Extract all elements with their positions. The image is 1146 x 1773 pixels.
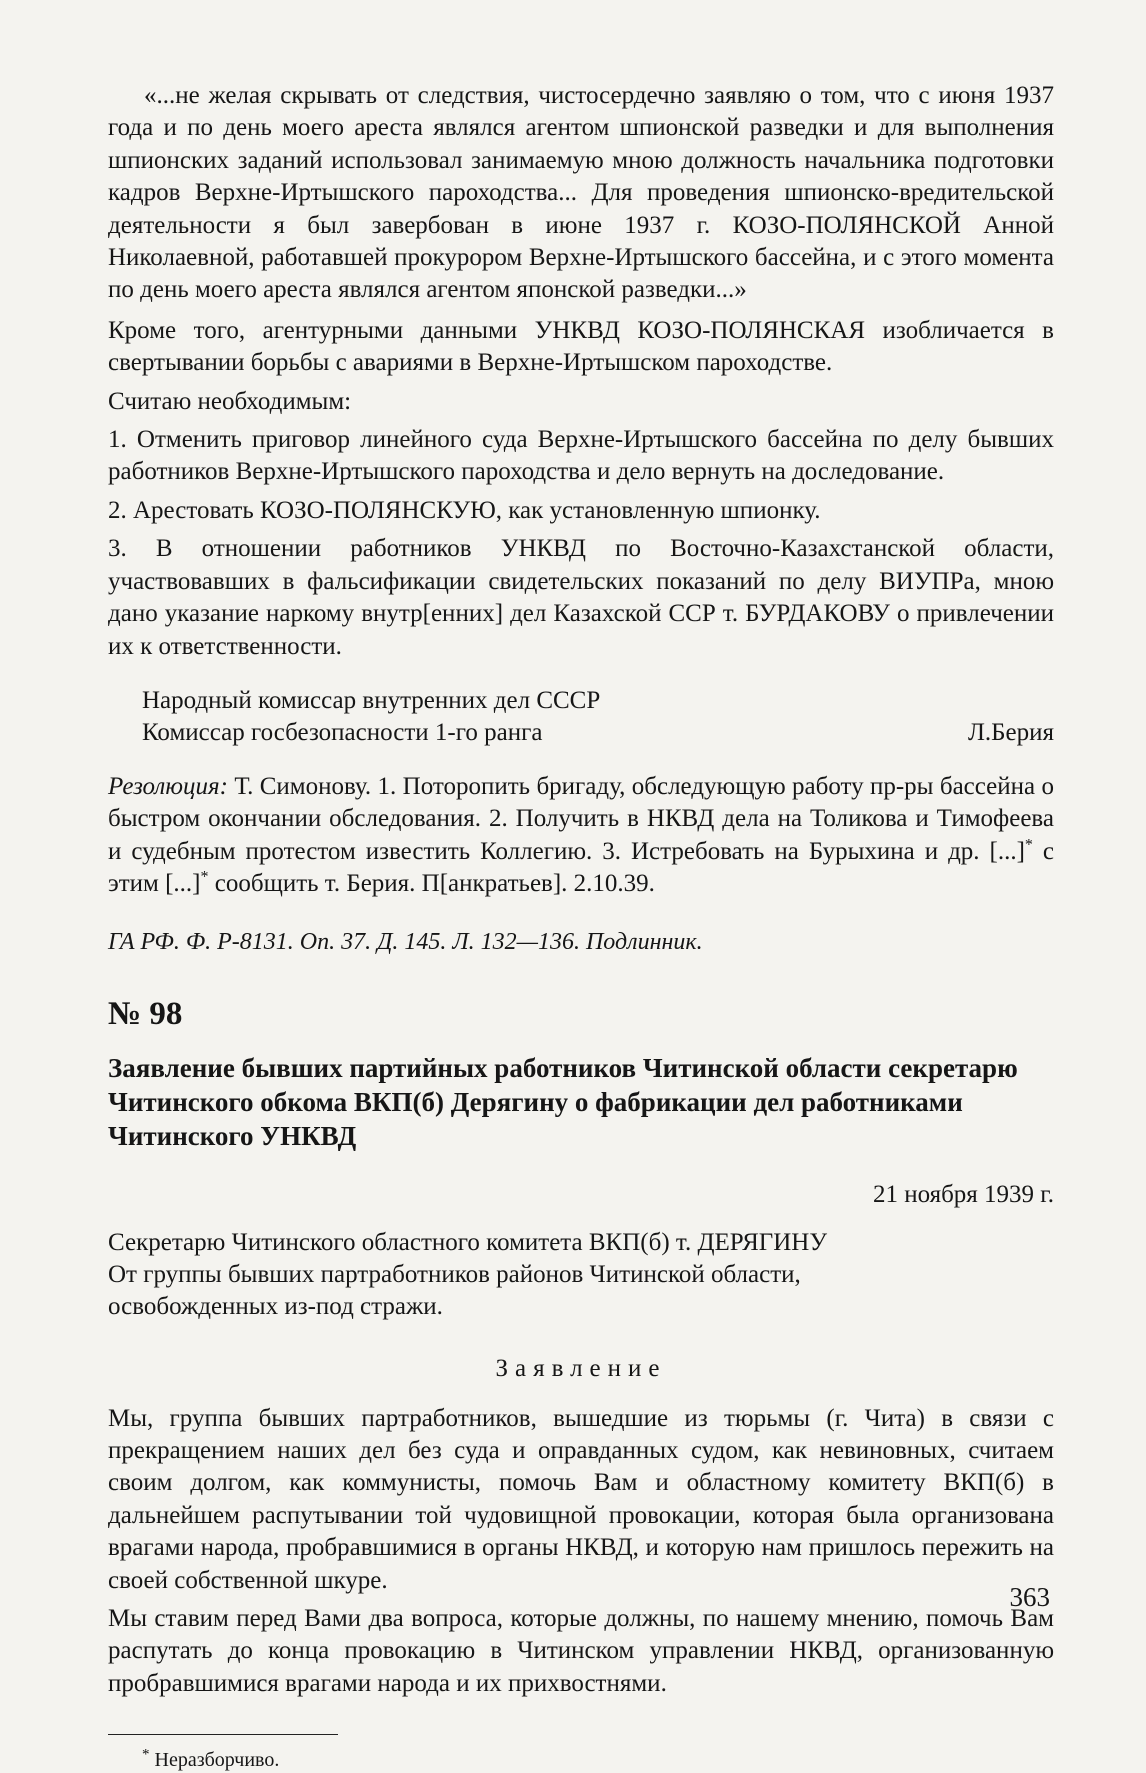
list-item-1: 1. Отменить приговор линейного суда Верхне-Иртышского бассейна по делу бывших работников Верхне-Иртышского пароходства и дело вернуть на доследование. [108,426,1054,486]
body-paragraph-2: Мы ставим перед Вами два вопроса, которые должны, по нашему мнению, помочь Вам распутать до конца провокацию в Читинском управлении НКВД, организованную пробравшимися врагами народа и их прихвостнями. [108,1604,1054,1697]
document-number: № 98 [108,995,183,1032]
signature-name: Л.Берия [967,718,1054,746]
resolution-text-part1: Т. Симонову. 1. Поторопить бригаду, обследующую работу пр-ры бассейна о быстром окончании обследования. 2. Получить в НКВД дела на Толикова и Тимофеева и судебным протестом известить Коллегию. 3. Истребовать на Бурыхина и др. [...] [108,772,1054,865]
signature-block [108,685,1054,749]
resolution-text-part2: с этим [...] [108,837,1054,898]
resolution-footnote-mark: * [1024,836,1033,854]
address-line1: Секретарю Читинского областного комитета ВКП(б) т. ДЕРЯГИНУ [108,1228,828,1256]
body-paragraph-1: Мы, группа бывших партработников, вышедшие из тюрьмы (г. Чита) в связи с прекращением наших дел без суда и оправданных судом, как невиновных, считаем своим долгом, как коммунисты, помочь Вам и областному комитету ВКП(б) в дальнейшем распутывании той чудовищной провокации, которая была организована врагами народа, пробравшимися в органы НКВД, и которую нам пришлось пережить на своей собственной шкуре. [108,1404,1054,1594]
resolution [108,771,1054,901]
signature-title-line1: Народный комиссар внутренних дел СССР [142,686,601,714]
address-line2: От группы бывших партработников районов Читинской области, [108,1260,801,1288]
signature-row [142,717,1054,749]
list-item-3: 3. В отношении работников УНКВД по Восточно-Казахстанской области, участвовавших в фальсификации свидетельских показаний по делу ВИУПРа, мною дано указание наркому внутр[енних] дел Казахской ССР т. БУРДАКОВУ о привлечении их к ответственности. [108,535,1054,660]
footnote [108,1747,1054,1773]
footnote-divider [108,1734,338,1735]
agent-paragraph: Кроме того, агентурными данными УНКВД КОЗО-ПОЛЯНСКАЯ изобличается в свертывании борьбы с авариями в Верхне-Иртышском пароходстве. [108,316,1054,377]
address-block [108,1227,1054,1323]
footnote-text: Неразборчиво. [149,1749,280,1772]
page-number: 363 [1009,1582,1050,1612]
signature-title-line2: Комиссар госбезопасности 1-го ранга [142,718,543,746]
list-item-2: 2. Арестовать КОЗО-ПОЛЯНСКУЮ, как установленную шпионку. [108,496,821,524]
archive-source: ГА РФ. Ф. Р-8131. Оп. 37. Д. 145. Л. 132—136. Подлинник. [108,928,703,955]
address-line3: освобожденных из-под стражи. [108,1292,443,1320]
resolution-label: Резолюция: [108,772,228,800]
resolution-footnote-mark: * [200,868,209,886]
footnote-mark: * [142,1746,150,1763]
resolution-text-part3: сообщить т. Берия. П[анкратьев]. 2.10.39. [208,870,655,898]
statement-heading: Заявление [495,1354,667,1382]
quote-paragraph: «...не желая скрывать от следствия, чистосердечно заявляю о том, что с июня 1937 года и по день моего ареста являлся агентом шпионской разведки и для выполнения шпионских заданий использовал занимаемую мною должность начальника подготовки кадров Верхне-Иртышского пароходства... Для проведения шпионско-вредительской деятельности я был завербован в июне 1937 г. КОЗО-ПОЛЯНСКОЙ Анной Николаевной, работавшей прокурором Верхне-Иртышского бассейна, и с этого момента по день моего ареста являлся агентом японской разведки...» [108,82,1054,304]
document-title: Заявление бывших партийных работников Читинской области секретарю Читинского обкома ВКП(б) Дерягину о фабрикации дел работниками Читинского УНКВД [108,1052,1018,1151]
necessary-label: Считаю необходимым: [108,387,352,415]
document-date: 21 ноября 1939 г. [872,1180,1054,1208]
